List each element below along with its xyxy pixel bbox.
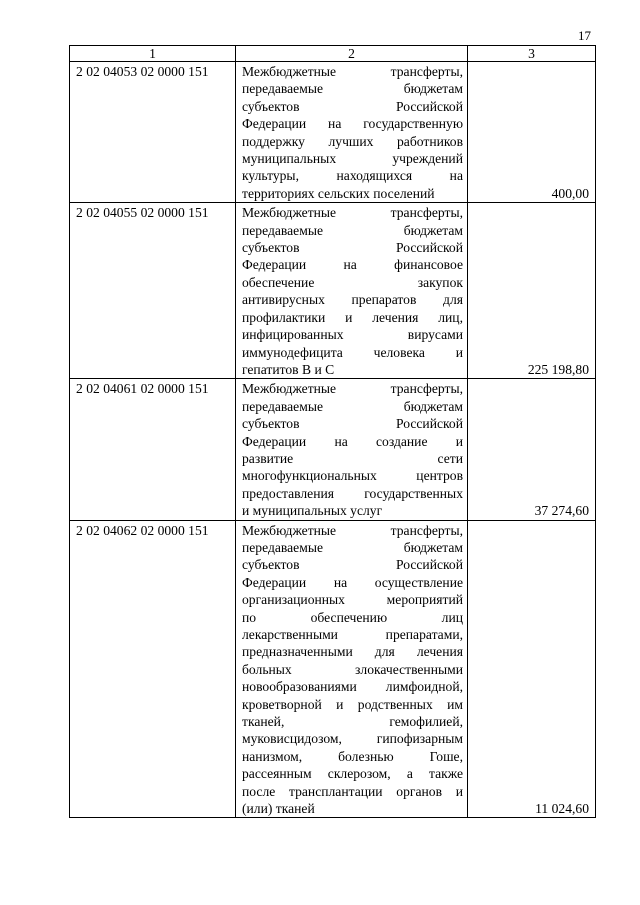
table-row	[70, 203, 596, 379]
description-line: кроветворной и родственных им	[242, 696, 463, 712]
description-line: муковисцидозом, гипофизарным	[242, 731, 463, 747]
description-line: и муниципальных услуг	[242, 503, 383, 519]
classification-code: 2 02 04062 02 0000 151	[70, 520, 236, 818]
description-line: многофункциональных центров	[242, 468, 463, 484]
budget-table	[69, 45, 596, 818]
description-line: профилактики и лечения лиц,	[242, 309, 463, 325]
description-line: поддержку лучших работников	[242, 133, 463, 149]
description-line: обеспечение закупок	[242, 274, 463, 290]
description-line: тканей, гемофилией,	[242, 714, 463, 730]
description-line: рассеянным склерозом, а также	[242, 766, 463, 782]
transfer-description	[236, 203, 468, 379]
page-number: 17	[578, 28, 591, 43]
description-line: лекарственными препаратами,	[242, 627, 463, 642]
description-line: Межбюджетные трансферты,	[242, 205, 463, 221]
description-line: по обеспечению лиц	[242, 609, 463, 625]
column-header-1: 1	[70, 46, 236, 62]
description-line: после трансплантации органов и	[242, 783, 463, 799]
description-line: муниципальных учреждений	[242, 151, 463, 167]
description-line: Федерации на финансовое	[242, 257, 463, 273]
transfer-description	[236, 379, 468, 520]
table-body	[70, 62, 596, 818]
column-header-2: 2	[236, 46, 468, 62]
description-line: предоставления государственных	[242, 485, 463, 501]
transfer-description	[236, 520, 468, 818]
description-line: территориях сельских поселений	[242, 185, 435, 201]
description-line: предназначенными для лечения	[242, 644, 463, 660]
classification-code: 2 02 04055 02 0000 151	[70, 203, 236, 379]
amount: 400,00	[468, 62, 596, 203]
table-row	[70, 520, 596, 818]
classification-code: 2 02 04053 02 0000 151	[70, 62, 236, 203]
description-line: антивирусных препаратов для	[242, 292, 463, 308]
description-line: Федерации на государственную	[242, 116, 463, 132]
description-line: иммунодефицита человека и	[242, 344, 463, 360]
description-line: Федерации на осуществление	[242, 574, 463, 590]
description-line: нанизмом, болезнью Гоше,	[242, 748, 463, 764]
amount: 225 198,80	[468, 203, 596, 379]
description-line: новообразованиями лимфоидной,	[242, 679, 463, 695]
description-line: субъектов Российской	[242, 416, 463, 432]
description-line: субъектов Российской	[242, 98, 463, 114]
amount: 11 024,60	[468, 520, 596, 818]
description-line: культуры, находящихся на	[242, 168, 463, 184]
column-header-3: 3	[468, 46, 596, 62]
transfer-description	[236, 62, 468, 203]
description-line: передаваемые бюджетам	[242, 539, 463, 555]
description-line: Межбюджетные трансферты,	[242, 522, 463, 538]
description-line: Межбюджетные трансферты,	[242, 64, 463, 79]
description-line: субъектов Российской	[242, 240, 463, 256]
description-line: развитие сети	[242, 450, 463, 466]
description-line: субъектов Российской	[242, 557, 463, 573]
amount: 37 274,60	[468, 379, 596, 520]
header-row	[70, 46, 596, 62]
description-line: (или) тканей	[242, 801, 315, 817]
description-line: гепатитов В и С	[242, 361, 335, 377]
description-line: передаваемые бюджетам	[242, 81, 463, 97]
table-row	[70, 379, 596, 520]
description-line: Федерации на создание и	[242, 433, 463, 449]
description-line: передаваемые бюджетам	[242, 398, 463, 414]
description-line: инфицированных вирусами	[242, 327, 463, 343]
description-line: организационных мероприятий	[242, 592, 463, 608]
description-line: Межбюджетные трансферты,	[242, 381, 463, 397]
description-line: больных злокачественными	[242, 661, 463, 677]
description-line: передаваемые бюджетам	[242, 222, 463, 238]
classification-code: 2 02 04061 02 0000 151	[70, 379, 236, 520]
table-row	[70, 62, 596, 203]
